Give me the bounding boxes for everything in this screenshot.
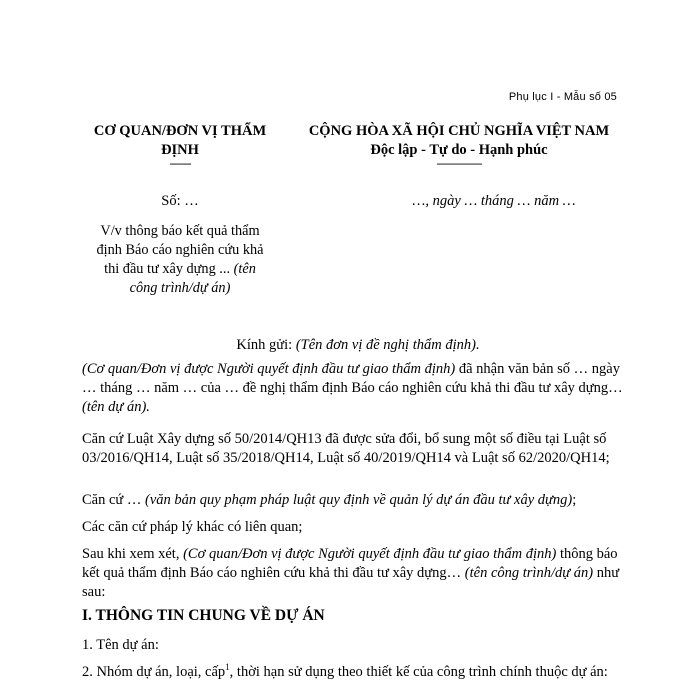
paragraph-legal-basis-law: Căn cứ Luật Xây dựng số 50/2014/QH13 đã được sửa đổi, bổ sung một số điều tại Luật số 03/2016/QH14, Luật số 35/2018/QH14, Luật số 40/2019/QH14 và Luật số 62/2020/QH14; — [82, 431, 610, 466]
subject-line-3 — [82, 260, 278, 279]
review-agency: (Cơ quan/Đơn vị được Người quyết định đầu tư giao thẩm định) — [183, 546, 557, 562]
paragraph-legal-basis-regulation — [82, 491, 634, 510]
regulation-italic: (văn bản quy phạm pháp luật quy định về quản lý dự án đầu tư xây dựng) — [145, 492, 573, 508]
paragraph-other-basis: Các căn cứ pháp lý khác có liên quan; — [82, 519, 303, 535]
footnote-marker: 1 — [225, 662, 230, 673]
item-project-group-rest: , thời hạn sử dụng theo thiết kế của công trình chính thuộc dự án: — [229, 664, 608, 680]
recipient-value: (Tên đơn vị đề nghị thẩm định). — [295, 337, 480, 353]
document-date: …, ngày … tháng … năm … — [412, 193, 576, 209]
right-separator: --------------- — [436, 156, 482, 170]
paragraph-received-project: (tên dự án). — [82, 399, 150, 415]
appendix-label: Phụ lục I - Mẫu số 05 — [508, 91, 617, 103]
left-separator: ------- — [169, 156, 191, 170]
agency-name — [82, 122, 278, 160]
recipient-line — [82, 336, 634, 355]
subject-line-1: V/v thông báo kết quả thẩm — [100, 223, 260, 239]
subject-line-4: công trình/dự án) — [129, 280, 231, 296]
paragraph-after-review — [82, 545, 634, 602]
paragraph-received — [82, 360, 634, 417]
subject-line-3-plain: thi đầu tư xây dựng ... — [104, 261, 234, 277]
item-project-group — [82, 663, 634, 682]
subject-line — [82, 222, 278, 298]
review-end: như sau: — [82, 565, 620, 600]
item-project-group-text: 2. Nhóm dự án, loại, cấp — [82, 664, 226, 680]
subject-line-2: định Báo cáo nghiên cứu khả — [96, 242, 264, 258]
agency-line-1: CƠ QUAN/ĐƠN VỊ THẨM — [93, 123, 267, 139]
regulation-prefix: Căn cứ … — [82, 492, 146, 508]
left-header — [82, 122, 278, 298]
national-title: CỘNG HÒA XÃ HỘI CHỦ NGHĨA VIỆT NAM — [308, 123, 610, 139]
recipient-prefix: Kính gửi: — [236, 337, 296, 353]
section-title-general-info: I. THÔNG TIN CHUNG VỀ DỰ ÁN — [82, 607, 325, 624]
regulation-end: ; — [572, 492, 577, 508]
review-mid: thông báo kết quả thẩm định Báo cáo nghiên cứu khả thi đầu tư xây dựng… — [82, 546, 618, 581]
subject-line-3-italic: (tên — [233, 261, 256, 277]
paragraph-received-agency: (Cơ quan/Đơn vị được Người quyết định đầu tư giao thẩm định) — [82, 361, 456, 377]
paragraph-received-text: đã nhận văn bản số … ngày … tháng … năm … của … đề nghị thẩm định Báo cáo nghiên cứu khả thi đầu tư xây dựng… — [82, 361, 623, 396]
document-number: Số: … — [161, 193, 199, 209]
right-header — [286, 122, 632, 210]
agency-line-2: ĐỊNH — [161, 142, 199, 158]
review-project: (tên công trình/dự án) — [464, 565, 594, 581]
item-project-name: 1. Tên dự án: — [82, 637, 159, 653]
national-motto: Độc lập - Tự do - Hạnh phúc — [370, 142, 548, 158]
review-open: Sau khi xem xét, — [82, 546, 184, 562]
